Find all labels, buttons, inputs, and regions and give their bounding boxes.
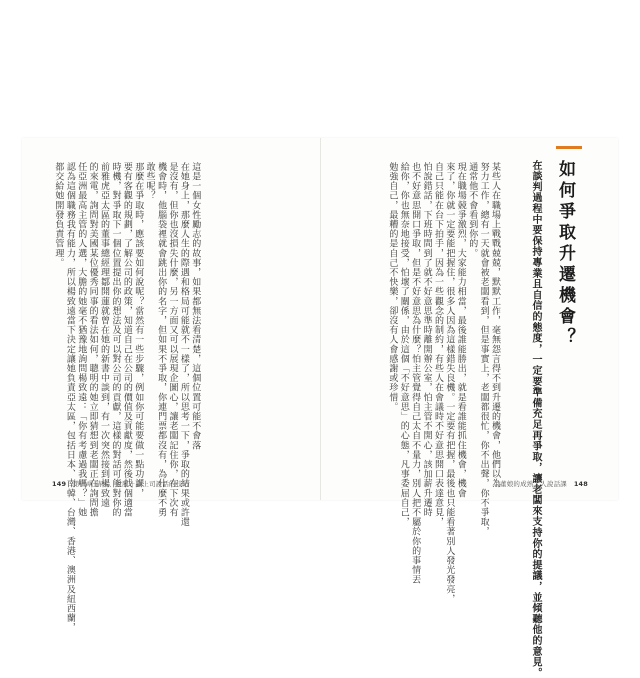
page-fold — [320, 138, 321, 500]
left-page-body: 這是一個女性勵志的故事，如果都無法看清楚，這個位置可能不會落 在她身上，那麼人生的際遇和格局可能就不一樣了，所以思考一下，爭取的結果或許還 是沒有，但你也沒損失什麼，另一方面又可以展現企圖心，讓老闆記住你，在下次有 機會時，他腦袋裡就會跳出你的名字，但如果不爭取，你連門票都沒有，為什麼不勇 敢些呢？ 那麼在爭取時，應該要如何說呢？當然有一些步驟，例如你可能要做一點功課， 要有客觀的規劃，了解公司的政策，知道自己在公司的價值及貢獻度，然後找個適當 時機，對爭取下一個位置提出你的想法及可以對公司的貢獻，這樣的對話可能對你的 前雅虎亞太區的董事總經理鄒開蓮就曾在她的新書中談到，有一次突然接到楊致遠 的來電，詢問對美國某位優秀同事的看法如何，聰明的她立即猜想到老闆正在詢問擔 任亞洲最高主管的人選，大膽的她毫不猶豫地詢問楊致遠：「你有考慮過我嗎？」她 認為這個職務我有能力，所以楊致遠當下決定讓她負責亞太區，包括日本、南韓、台灣、香港、澳洲及紐西蘭， 都交給她開發負責管理。 — [53, 162, 201, 633]
left-page-footer — [52, 479, 189, 488]
right-page-body: 某些人在職場上戰戰兢兢，默默工作，毫無怨言得不到升遷的機會，他們以為 努力工作，總有一天就會被老闆看到，但是事實上，老闆都很忙，你不出聲，你不爭取， 通常他不會看到你的。 現在職場競爭激烈，大家能力相當，最後誰能勝出，就是看誰能抓住機會，機會 來了，你就一定要能把握住，很多人因為這樣錯失良機。一定要有把握，最後也只能看著別人發光發亮， 自己只能在台下拍手，因為一些觀念的制約，有些人在會議時不好意思開口表達意見， 怕說錯話，下班時間到了就不好意思準時離開辦公室，怕主管不開心，該加薪升遷時 也不好意思開口爭取，但是不好意思為什麼？怕主管覺得自己太自不量力，別人把不屬於你的事情丟 給你，你也無奈地接受，怕壞了關係，由於這個「不好意思」的心態，凡事委屈自己， 勉強自己，最糟的是自己不快樂，卻沒有人會感謝或珍惜。 — [387, 162, 500, 604]
book-spread — [22, 138, 618, 678]
left-page-number: 149 — [52, 480, 67, 488]
right-page-footer — [493, 479, 588, 488]
right-page-number: 148 — [573, 480, 588, 488]
title-accent-bar — [556, 146, 582, 149]
section-title: 如何爭取升遷機會？ — [555, 160, 575, 349]
section-subtitle: 在談判過程中要保持專業且自信的態度，一定要準備充足再爭取，讓老闆來支持你的提議，並傾聽他的意見。 — [530, 160, 541, 678]
left-running-head: 第四章 請求、說服＋贏上司說話的技巧 — [72, 480, 190, 488]
right-running-head: 丁董娘的成熟大人說話課 — [493, 480, 568, 488]
